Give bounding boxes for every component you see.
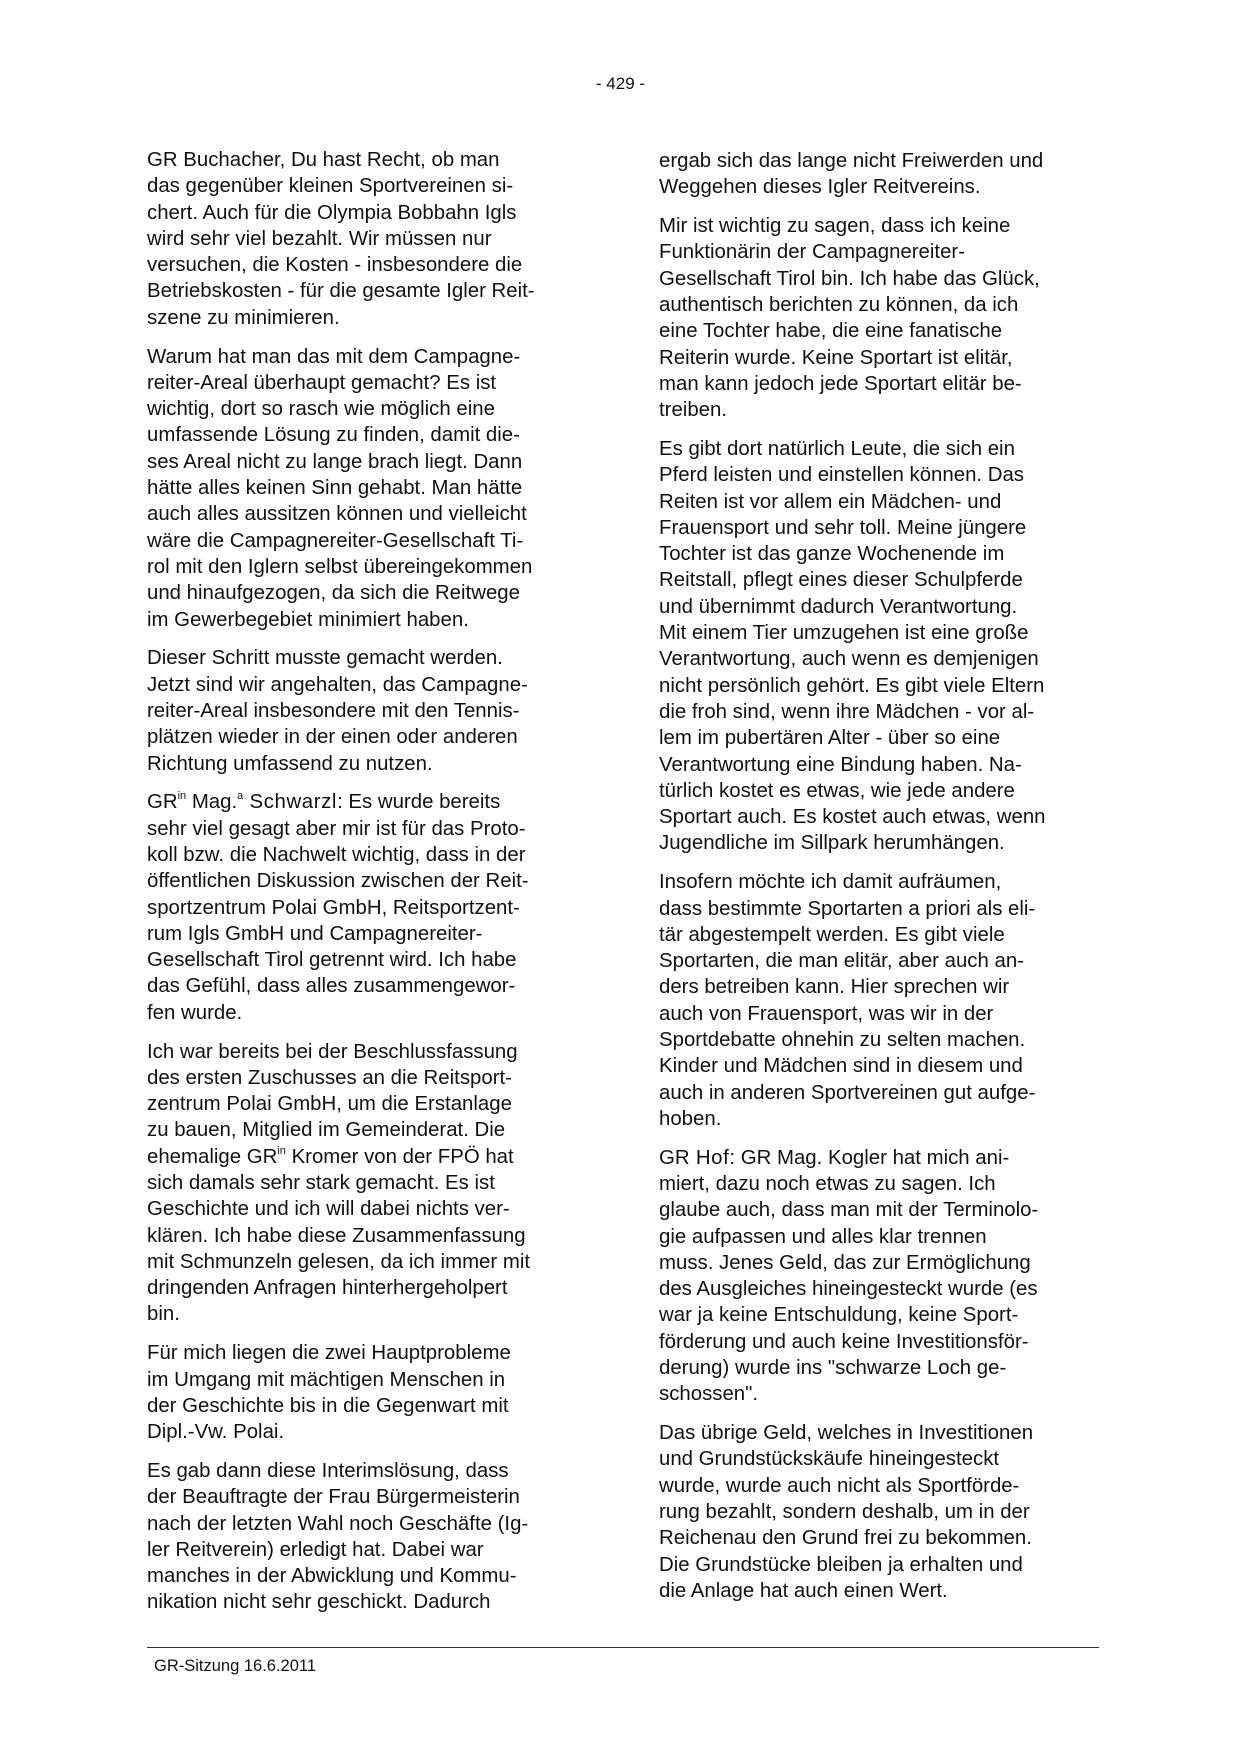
- text-line: hätte alles keinen Sinn gehabt. Man hätte: [147, 477, 523, 500]
- paragraph-speaker-schwarzl: [147, 789, 592, 1026]
- text-line: Richtung umfassend zu nutzen.: [147, 752, 433, 775]
- paragraph: [659, 148, 1104, 201]
- text-line: Ich war bereits bei der Beschlussfassung: [147, 1040, 518, 1063]
- text-line: Funktionärin der Campagnereiter-: [659, 241, 966, 264]
- text-line: Geschichte und ich will dabei nichts ver-: [147, 1198, 510, 1221]
- text-line: auch von Frauensport, was wir in der: [659, 1002, 994, 1025]
- text-line: fen wurde.: [147, 1001, 243, 1024]
- text-line: und Grundstückskäufe hineingesteckt: [659, 1448, 1000, 1471]
- text-line: reiter-Areal überhaupt gemacht? Es ist: [147, 371, 497, 394]
- text-line: schossen".: [659, 1383, 759, 1406]
- text-line: mit Schmunzeln gelesen, da ich immer mit: [147, 1250, 531, 1273]
- text-line: türlich kostet es etwas, wie jede andere: [659, 779, 1015, 802]
- text-line: Kinder und Mädchen sind in diesem und: [659, 1055, 1023, 1078]
- text-line: dass bestimmte Sportarten a priori als eli-: [659, 897, 1036, 920]
- text-line: und übernimmt dadurch Verantwortung.: [659, 595, 1018, 618]
- text-line: Sportdebatte ohnehin zu selten machen.: [659, 1029, 1026, 1051]
- text-line: Dieser Schritt musste gemacht werden.: [147, 647, 503, 670]
- text-line: klären. Ich habe diese Zusammenfassung: [147, 1224, 526, 1247]
- text-line: Pferd leisten und einstellen können. Das: [659, 464, 1025, 487]
- paragraph: [659, 1420, 1104, 1604]
- paragraph: [147, 1340, 592, 1445]
- text-line: hoben.: [659, 1107, 722, 1130]
- text-line: wurde, wurde auch nicht als Sportförde-: [659, 1474, 1020, 1497]
- paragraph: [659, 213, 1104, 423]
- text-line: treiben.: [659, 399, 728, 422]
- speaker-line: $GR^{in}$ Mag.$^a$ Schwarzl: Es wurde bereits: [147, 790, 501, 814]
- text-line: förderung und auch keine Investitionsför-: [659, 1330, 1029, 1353]
- text-line: Insofern möchte ich damit aufräumen,: [659, 871, 1002, 894]
- text-line: im Gewerbegebiet minimiert haben.: [147, 608, 469, 631]
- text-line: miert, dazu noch etwas zu sagen. Ich: [659, 1172, 996, 1195]
- text-line: Verantwortung eine Bindung haben. Na-: [659, 753, 1022, 776]
- text-line: derung) wurde ins "schwarze Loch ge-: [659, 1357, 1007, 1380]
- paragraph: [659, 869, 1104, 1132]
- text-line: im Umgang mit mächtigen Menschen in: [147, 1368, 506, 1391]
- text-line: Weggehen dieses Igler Reitvereins.: [659, 176, 981, 199]
- text-line: plätzen wieder in der einen oder anderen: [147, 726, 518, 749]
- text-line: Reiterin wurde. Keine Sportart ist elitär,: [659, 346, 1013, 369]
- text-line: Die Grundstücke bleiben ja erhalten und: [659, 1553, 1023, 1576]
- text-line: Mit einem Tier umzugehen ist eine große: [659, 622, 1029, 645]
- text-line: Reichenau den Grund frei zu bekommen.: [659, 1527, 1032, 1550]
- text-line: des ersten Zuschusses an die Reitsport-: [147, 1066, 512, 1089]
- speaker-line: GR Hof: GR Mag. Kogler hat mich ani-: [659, 1146, 1010, 1169]
- paragraph: [147, 344, 592, 633]
- text-line: war ja keine Entschuldung, keine Sport-: [659, 1304, 1019, 1327]
- text-line: zentrum Polai GmbH, um die Erstanlage: [147, 1093, 512, 1116]
- text-line: rum Igls GmbH und Campagnereiter-: [147, 922, 483, 945]
- text-line: wird sehr viel bezahlt. Wir müssen nur: [147, 227, 492, 250]
- paragraph-speaker-hof: [659, 1145, 1104, 1408]
- paragraph: [147, 1039, 592, 1328]
- text-line: manches in der Abwicklung und Kommu-: [147, 1565, 517, 1588]
- speaker-name: Hof: [689, 1146, 730, 1169]
- text-line: gie aufpassen und alles klar trennen: [659, 1225, 987, 1248]
- text-line: öffentlichen Diskussion zwischen der Reit-: [147, 870, 529, 893]
- text-line: der Beauftragte der Frau Bürgermeisterin: [147, 1486, 520, 1509]
- text-line: bin.: [147, 1303, 180, 1326]
- text-line: versuchen, die Kosten - insbesondere die: [147, 254, 523, 277]
- text-line: der Geschichte bis in die Gegenwart mit: [147, 1394, 509, 1417]
- page-number: - 429 -: [595, 74, 646, 93]
- text-line: chert. Auch für die Olympia Bobbahn Igls: [147, 201, 517, 224]
- text-line: rung bezahlt, sondern deshalb, um in der: [659, 1501, 1030, 1524]
- text-line: wichtig, dort so rasch wie möglich eine: [147, 398, 495, 421]
- text-line: sehr viel gesagt aber mir ist für das Proto-: [147, 817, 526, 840]
- text-line: Tochter ist das ganze Wochenende im: [659, 543, 1005, 566]
- text-line: Verantwortung, auch wenn es demjenigen: [659, 648, 1039, 671]
- text-line: Jugendliche im Sillpark herumhängen.: [659, 832, 1005, 855]
- text-line: das gegenüber kleinen Sportvereinen si-: [147, 175, 514, 198]
- text-line: tär abgestempelt werden. Es gibt viele: [659, 923, 1005, 946]
- text-line: Warum hat man das mit dem Campagne-: [147, 345, 521, 368]
- text-line: Reitstall, pflegt eines dieser Schulpferde: [659, 569, 1023, 592]
- text-line: nikation nicht sehr geschickt. Dadurch: [147, 1591, 491, 1614]
- text-line: Gesellschaft Tirol getrennt wird. Ich habe: [147, 949, 517, 972]
- text-line: Sportart auch. Es kostet auch etwas, wenn: [659, 806, 1046, 829]
- text-line: wäre die Campagnereiter-Gesellschaft Ti-: [147, 529, 524, 552]
- text-line: Betriebskosten - für die gesamte Igler Reit-: [147, 280, 535, 303]
- text-line: des Ausgleiches hineingesteckt wurde (es: [659, 1278, 1038, 1301]
- text-line: Reiten ist vor allem ein Mädchen- und: [659, 490, 1002, 513]
- text-line: ergab sich das lange nicht Freiwerden und: [659, 150, 1044, 172]
- text-line: die Anlage hat auch einen Wert.: [659, 1579, 948, 1602]
- text-line: Jetzt sind wir angehalten, das Campagne-: [147, 673, 528, 696]
- text-line: lem im pubertären Alter - über so eine: [659, 727, 1001, 750]
- text-line: eine Tochter habe, die eine fanatische: [659, 320, 1003, 343]
- text-line: koll bzw. die Nachwelt wichtig, dass in der: [147, 843, 526, 866]
- footer-session-date: GR-Sitzung 16.6.2011: [154, 1657, 317, 1675]
- text-line: auch in anderen Sportvereinen gut aufge-: [659, 1081, 1036, 1104]
- text-line: glaube auch, dass man mit der Terminolo-: [659, 1199, 1039, 1222]
- text-line: und hinaufgezogen, da sich die Reitwege: [147, 582, 520, 605]
- text-line: dringenden Anfragen hinterhergeholpert: [147, 1277, 508, 1300]
- text-line: sich damals sehr stark gemacht. Es ist: [147, 1171, 495, 1194]
- text-line: ler Reitverein) erledigt hat. Dabei war: [147, 1538, 484, 1561]
- paragraph: [659, 436, 1104, 857]
- text-line: muss. Jenes Geld, das zur Ermöglichung: [659, 1251, 1031, 1274]
- text-line: GR Buchacher, Du hast Recht, ob man: [147, 149, 500, 171]
- text-line: Gesellschaft Tirol bin. Ich habe das Glück,: [659, 267, 1040, 290]
- text-line: auch alles aussitzen können und vielleicht: [147, 503, 527, 526]
- text-line: Es gab dann diese Interimslösung, dass: [147, 1459, 509, 1482]
- text-line: Mir ist wichtig zu sagen, dass ich keine: [659, 215, 1011, 238]
- right-column: [659, 148, 1104, 1617]
- text-line: das Gefühl, dass alles zusammengewor-: [147, 975, 516, 998]
- text-line: rol mit den Iglern selbst übereingekommen: [147, 555, 533, 578]
- text-line: reiter-Areal insbesondere mit den Tennis-: [147, 699, 520, 722]
- paragraph: [147, 645, 592, 776]
- text-line: ehemalige $GR^{in}$ Kromer von der FPÖ hat: [147, 1144, 514, 1168]
- text-line: Dipl.-Vw. Polai.: [147, 1421, 285, 1444]
- text-line: Für mich liegen die zwei Hauptprobleme: [147, 1342, 511, 1365]
- text-line: Das übrige Geld, welches in Investitionen: [659, 1422, 1034, 1445]
- footer-divider: [147, 1647, 1099, 1648]
- text-line: Sportarten, die man elitär, aber auch an-: [659, 950, 1024, 973]
- text-line: man kann jedoch jede Sportart elitär be-: [659, 372, 1022, 395]
- text-line: authentisch berichten zu können, da ich: [659, 293, 1019, 316]
- left-column: [147, 147, 592, 1628]
- text-line: umfassende Lösung zu finden, damit die-: [147, 424, 520, 447]
- text-line: szene zu minimieren.: [147, 306, 340, 329]
- text-line: sportzentrum Polai GmbH, Reitsportzent-: [147, 896, 520, 919]
- text-line: nach der letzten Wahl noch Geschäfte (Ig-: [147, 1512, 529, 1535]
- paragraph: [147, 1458, 592, 1616]
- text-line: zu bauen, Mitglied im Gemeinderat. Die: [147, 1119, 506, 1142]
- speaker-name: Schwarzl: [243, 791, 338, 814]
- text-line: die froh sind, wenn ihre Mädchen - vor al-: [659, 700, 1035, 723]
- text-line: ders betreiben kann. Hier sprechen wir: [659, 976, 1010, 999]
- paragraph: [147, 147, 592, 331]
- text-line: Es gibt dort natürlich Leute, die sich ein: [659, 437, 1015, 460]
- text-line: Frauensport und sehr toll. Meine jüngere: [659, 516, 1027, 539]
- text-line: nicht persönlich gehört. Es gibt viele Eltern: [659, 674, 1045, 697]
- text-line: ses Areal nicht zu lange brach liegt. Dann: [147, 450, 523, 473]
